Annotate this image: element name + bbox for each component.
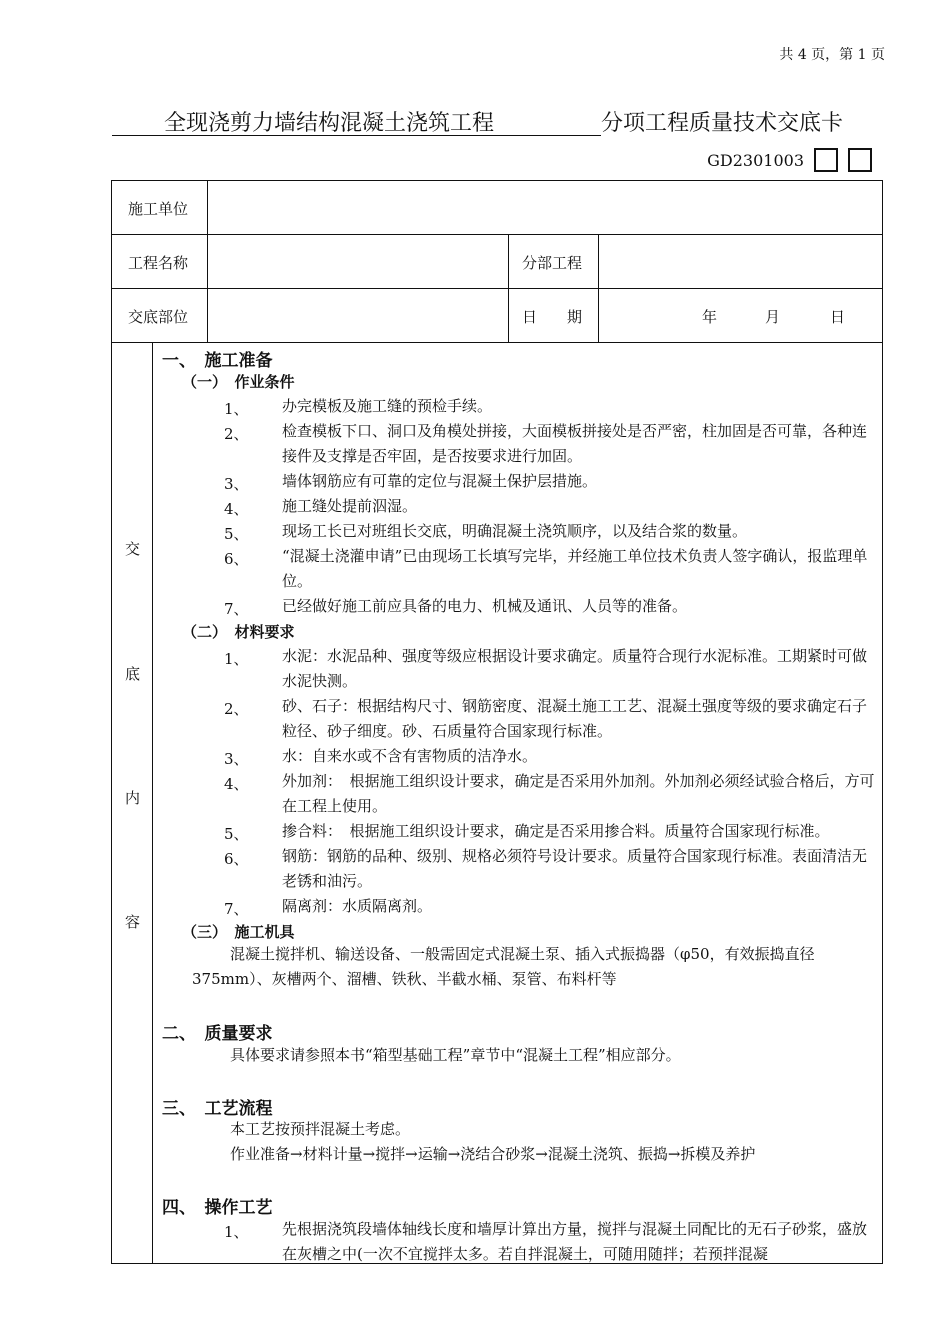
item-number: 4、: [224, 775, 249, 793]
subproject-label: 分部工程: [522, 254, 583, 272]
date-day: 日: [830, 308, 846, 326]
item-number: 1、: [224, 400, 249, 418]
col-divider: [598, 234, 599, 342]
item-text: 外加剂： 根据施工组织设计要求，确定是否采用外加剂。外加剂必须经试验合格后，方可在工程上使用。: [282, 772, 875, 815]
item-text: 检查模板下口、洞口及角模处拼接，大面模板拼接处是否严密，柱加固是否可靠，各种连接件及支撑是否牢固，是否按要求进行加固。: [282, 422, 868, 465]
item-text: 隔离剂：水质隔离剂。: [282, 897, 433, 915]
unit-field[interactable]: [217, 186, 877, 230]
page-counter: 共 4 页，第 1 页: [779, 47, 885, 63]
section-1-title: 一、 施工准备: [162, 351, 273, 371]
item-number: 2、: [224, 425, 249, 443]
item-text: 施工缝处提前泅湿。: [282, 497, 418, 515]
item-text: 现场工长已对班组长交底，明确混凝土浇筑顺序，以及结合浆的数量。: [282, 522, 748, 540]
item-number: 5、: [224, 825, 249, 843]
row-divider: [112, 342, 882, 343]
section-2-title: 二、 质量要求: [162, 1024, 273, 1044]
col-divider: [152, 342, 153, 1263]
title-main: 全现浇剪力墙结构混凝土浇筑工程: [164, 111, 495, 136]
checkbox-2[interactable]: [848, 148, 872, 172]
project-label: 工程名称: [128, 254, 189, 272]
item-text: “混凝土浇灌申请”已由现场工长填写完毕，并经施工单位技术负责人签字确认，报监理单位。: [282, 547, 868, 590]
item-text: 砂、石子：根据结构尺寸、钢筋密度、混凝土施工工艺、混凝土强度等级的要求确定石子粒径、砂子细度。砂、石质量符合国家现行标准。: [282, 697, 868, 740]
quality-text: 具体要求请参照本书“箱型基础工程”章节中“混凝土工程”相应部分。: [230, 1046, 681, 1064]
item-number: 4、: [224, 500, 249, 518]
item-number: 6、: [224, 850, 249, 868]
side-label-char: 底: [125, 665, 141, 683]
item-text: 水：自来水或不含有害物质的洁净水。: [282, 747, 538, 765]
date-month: 月: [765, 308, 781, 326]
subsection-2-title: （二） 材料要求: [182, 623, 295, 641]
item-text: 办完模板及施工缝的预检手续。: [282, 397, 493, 415]
item-number: 7、: [224, 600, 249, 618]
document-code-row: [707, 148, 872, 172]
item-text: 先根据浇筑段墙体轴线长度和墙厚计算出方量，搅拌与混凝土同配比的无石子砂浆，盛放在灰槽之中(一次不宜搅拌太多。若自拌混凝土，可随用随拌；若预拌混凝: [282, 1220, 868, 1263]
item-text: 钢筋：钢筋的品种、级别、规格必须符号设计要求。质量符合国家现行标准。表面清洁无老锈和油污。: [282, 847, 868, 890]
unit-label: 施工单位: [128, 200, 189, 218]
date-label: 日 期: [522, 308, 583, 326]
disclosure-form: [111, 180, 883, 1264]
item-number: 1、: [224, 650, 249, 668]
title-suffix: 分项工程质量技术交底卡: [601, 111, 844, 136]
row-divider: [112, 234, 882, 235]
item-text: 水泥：水泥品种、强度等级应根据设计要求确定。质量符合现行水泥标准。工期紧时可做水泥快测。: [282, 647, 868, 690]
process-flow: 作业准备→材料计量→搅拌→运输→浇结合砂浆→混凝土浇筑、振捣→拆模及养护: [230, 1145, 756, 1163]
date-year: 年: [702, 308, 718, 326]
subproject-field[interactable]: [604, 239, 879, 283]
col-divider: [207, 181, 208, 342]
item-number: 5、: [224, 525, 249, 543]
checkbox-1[interactable]: [814, 148, 838, 172]
side-label-char: 内: [125, 789, 141, 807]
item-number: 6、: [224, 550, 249, 568]
section-4-title: 四、 操作工艺: [162, 1198, 273, 1218]
document-title: [112, 106, 887, 138]
item-text: 掺合料： 根据施工组织设计要求，确定是否采用掺合料。质量符合国家现行标准。: [282, 822, 830, 840]
item-text: 已经做好施工前应具备的电力、机械及通讯、人员等的准备。: [282, 597, 688, 615]
project-field[interactable]: [217, 239, 502, 283]
item-number: 2、: [224, 700, 249, 718]
process-note: 本工艺按预拌混凝土考虑。: [230, 1120, 411, 1138]
item-number: 7、: [224, 900, 249, 918]
item-number: 3、: [224, 475, 249, 493]
row-divider: [112, 288, 882, 289]
subsection-1-title: （一） 作业条件: [182, 373, 295, 391]
location-field[interactable]: [217, 293, 502, 337]
tools-text: 混凝土搅拌机、输送设备、一般需固定式混凝土泵、插入式振捣器（φ50，有效振捣直径375mm）、灰槽两个、溜槽、铁秋、半截水桶、泵管、布料杆等: [192, 945, 815, 988]
side-label-char: 容: [125, 913, 141, 931]
location-label: 交底部位: [128, 308, 189, 326]
document-code: GD2301003: [707, 150, 804, 170]
item-number: 3、: [224, 750, 249, 768]
side-label-char: 交: [125, 540, 141, 558]
subsection-3-title: （三） 施工机具: [182, 923, 295, 941]
item-number: 1、: [224, 1223, 249, 1241]
title-underline-right: [557, 135, 601, 136]
item-text: 墙体钢筋应有可靠的定位与混凝土保护层措施。: [282, 472, 598, 490]
col-divider: [508, 234, 509, 342]
section-3-title: 三、 工艺流程: [162, 1099, 273, 1119]
